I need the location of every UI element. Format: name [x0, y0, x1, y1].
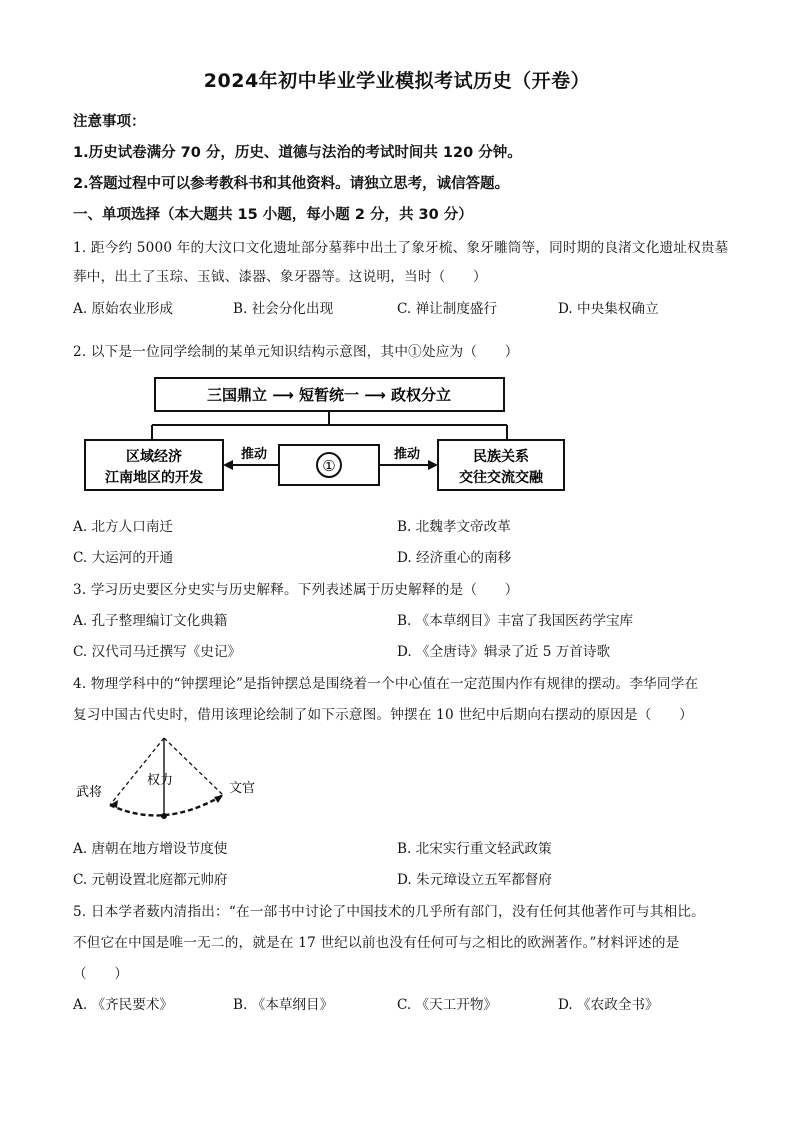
- question-4-option-d[interactable]: D. 朱元璋设立五军都督府: [397, 872, 552, 888]
- pendulum-arc: [110, 795, 223, 815]
- question-1-line-2: 葬中，出土了玉琮、玉钺、漆器、象牙器等。这说明，当时（ ）: [73, 269, 487, 285]
- question-5-option-a[interactable]: A. 《齐民要术》: [73, 997, 174, 1013]
- pendulum-diagram: [73, 732, 293, 827]
- question-4-option-c[interactable]: C. 元朝设置北庭都元帅府: [73, 872, 228, 888]
- notes-item-2: 2.答题过程中可以参考教科书和其他资料。请独立思考，诚信答题。: [73, 176, 510, 192]
- arrowhead-right-icon: [214, 795, 223, 803]
- question-4-line-2: 复习中国古代史时，借用该理论绘制了如下示意图。钟摆在 10 世纪中后期向右摆动的原因是（ ）: [73, 707, 693, 723]
- diagram-right-line-1: 民族关系: [473, 449, 529, 465]
- question-5-option-c[interactable]: C. 《天工开物》: [397, 997, 498, 1013]
- question-1-line-1: 1. 距今约 5000 年的大汶口文化遗址部分墓葬中出土了象牙梳、象牙雕筒等，同时期的良渚文化遗址权贵墓: [73, 240, 729, 256]
- question-3-option-a[interactable]: A. 孔子整理编订文化典籍: [73, 613, 228, 629]
- question-5-option-b[interactable]: B. 《本草纲目》: [233, 997, 334, 1013]
- question-4-option-a[interactable]: A. 唐朝在地方增设节度使: [73, 841, 228, 857]
- question-2-option-d[interactable]: D. 经济重心的南移: [397, 550, 512, 566]
- question-5-line-3: （ ）: [73, 966, 129, 982]
- question-2-option-b[interactable]: B. 北魏孝文帝改革: [397, 519, 511, 535]
- diagram-push-right-label: 推动: [393, 447, 421, 462]
- knowledge-structure-diagram: [78, 370, 578, 500]
- question-1-option-b[interactable]: B. 社会分化出现: [233, 301, 334, 317]
- question-3-option-c[interactable]: C. 汉代司马迁撰写《史记》: [73, 644, 242, 660]
- diagram-center-label: ①: [322, 457, 336, 475]
- arrowhead-right-icon: [428, 460, 438, 470]
- notes-item-1: 1.历史试卷满分 70 分，历史、道德与法治的考试时间共 120 分钟。: [73, 145, 522, 161]
- pendulum-left-label: 武将: [76, 785, 103, 800]
- question-5-line-2: 不但它在中国是唯一无二的，就是在 17 世纪以前也没有任何可与之相比的欧洲著作。”材料评述的是: [73, 935, 680, 951]
- pendulum-left-string: [110, 738, 164, 805]
- diagram-right-line-2: 交往交流交融: [459, 470, 543, 486]
- pendulum-right-label: 文官: [229, 781, 256, 796]
- question-2-stem: 2. 以下是一位同学绘制的某单元知识结构示意图，其中①处应为（ ）: [73, 344, 519, 360]
- question-3-stem: 3. 学习历史要区分史实与历史解释。下列表述属于历史解释的是（ ）: [73, 582, 519, 598]
- question-3-option-d[interactable]: D. 《全唐诗》辑录了近 5 万首诗歌: [397, 644, 611, 660]
- question-2-option-a[interactable]: A. 北方人口南迁: [73, 519, 174, 535]
- section-heading: 一、单项选择（本大题共 15 小题，每小题 2 分，共 30 分）: [73, 207, 473, 223]
- page-title: 2024年初中毕业学业模拟考试历史（开卷）: [203, 70, 591, 92]
- question-2-option-c[interactable]: C. 大运河的开通: [73, 550, 174, 566]
- question-5-line-1: 5. 日本学者薮内清指出：“在一部书中讨论了中国技术的几乎所有部门，没有任何其他著作可与其相比。: [73, 904, 705, 920]
- question-3-option-b[interactable]: B. 《本草纲目》丰富了我国医药学宝库: [397, 613, 634, 629]
- question-4-line-1: 4. 物理学科中的“钟摆理论”是指钟摆总是围绕着一个中心值在一定范围内作有规律的摆动。李华同学在: [73, 676, 699, 692]
- pendulum-center-label: 权力: [147, 773, 174, 788]
- notes-heading: 注意事项：: [73, 114, 146, 130]
- diagram-push-left-label: 推动: [240, 447, 268, 462]
- question-4-option-b[interactable]: B. 北宋实行重文轻武政策: [397, 841, 552, 857]
- diagram-left-line-1: 区域经济: [126, 449, 182, 465]
- diagram-top-text: 三国鼎立 ⟶ 短暂统一 ⟶ 政权分立: [207, 386, 451, 404]
- question-5-option-d[interactable]: D. 《农政全书》: [558, 997, 659, 1013]
- question-1-option-a[interactable]: A. 原始农业形成: [73, 301, 174, 317]
- pendulum-bob-icon: [161, 813, 167, 819]
- diagram-left-line-2: 江南地区的开发: [105, 470, 203, 486]
- question-1-option-c[interactable]: C. 禅让制度盛行: [397, 301, 498, 317]
- question-1-option-d[interactable]: D. 中央集权确立: [558, 301, 659, 317]
- arrowhead-left-icon: [223, 460, 233, 470]
